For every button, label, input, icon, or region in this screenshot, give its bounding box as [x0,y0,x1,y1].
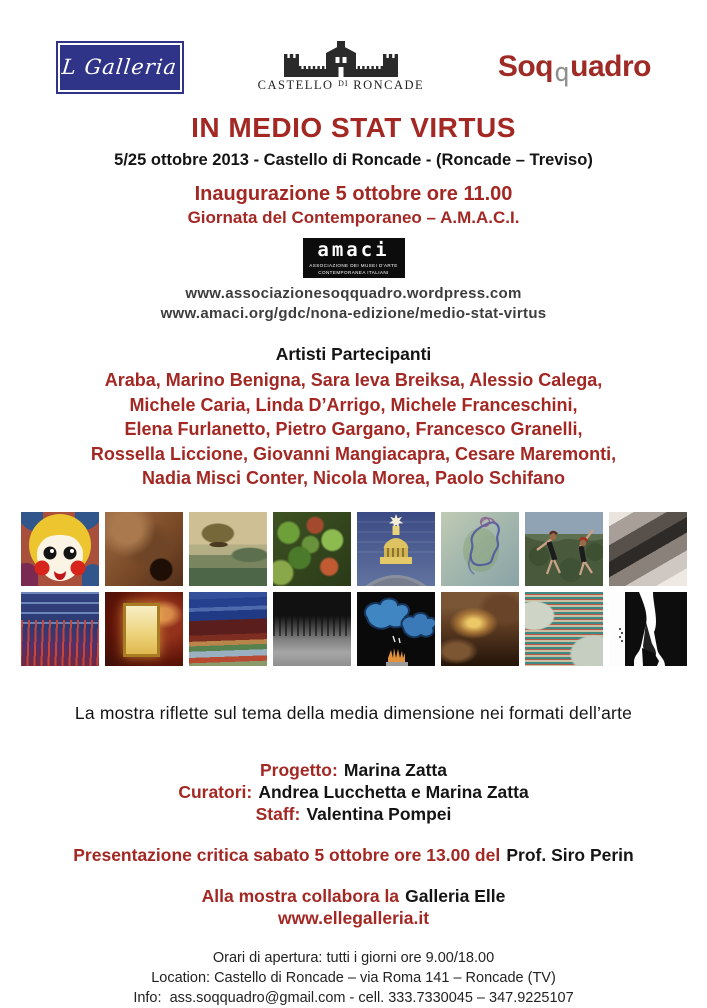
artwork-thumbnail-tree-landscape [189,512,267,586]
castello-di-roncade-logo [256,41,426,93]
soqquadro-logo: Soqquadro [497,50,651,88]
exhibition-theme-line: La mostra riflette sul tema della media dimensione nei formati dell’arte [74,702,633,723]
legs-high-heels-ink-drawing [609,592,687,666]
blue-figure-sketch [441,512,519,586]
inauguration-line: Inaugurazione 5 ottobre ore 11.00 [194,183,513,205]
amaci-logo [303,238,405,278]
credit-curatori [0,781,707,803]
artwork-thumbnail-matryoshka [21,512,99,586]
artwork-thumbnail-grid [21,512,687,666]
presentation-professor-name: Prof. Siro Perin [506,844,634,865]
footer-info [0,948,707,1008]
critical-presentation-line [0,845,707,866]
amaci-logo-word: amaci [317,238,390,261]
artwork-thumbnail-metal-blade [609,512,687,586]
opening-hours-line: Orari di apertura: tutti i giorni ore 9.00/18.00 [212,949,495,966]
two-dancers-photo [525,512,603,586]
credit-progetto [0,759,707,781]
contact-email-link[interactable]: ass.soqquadro@gmail.com [169,989,346,1006]
blue-clouds-hand-painting [357,592,435,666]
artwork-thumbnail-brown-rocks [105,512,183,586]
presentation-red-part: Presentazione critica sabato 5 ottobre ore 13.00 del [73,844,501,865]
artists-line-3: Elena Furlanetto, Pietro Gargano, Francesco Granelli, [124,419,583,439]
artwork-thumbnail-legs-drawing [609,592,687,666]
amaci-website-link[interactable]: www.amaci.org/gdc/nona-edizione/medio-stat-virtus [160,305,547,322]
castello-logo-text: CASTELLO $^{DI}$ RONCADE [257,78,425,92]
galleria-elle-logo [56,41,184,94]
giornata-line: Giornata del Contemporaneo – A.M.A.C.I. [187,208,520,227]
exhibition-dates: 5/25 ottobre 2013 - Castello di Roncade - (Roncade – Treviso) [114,151,593,169]
artists-line-2: Michele Caria, Linda D’Arrigo, Michele Franceschini, [129,394,578,415]
soqquadro-grey-q: q [553,58,570,88]
info-label: Info: [133,989,162,1006]
artists-line-5: Nadia Misci Conter, Nicola Morea, Paolo Schifano [141,468,566,488]
collab-red-part: Alla mostra collabora la [201,885,400,906]
artwork-thumbnail-dome [357,512,435,586]
galleria-elle-logo-text: L Galleria [61,55,179,79]
artwork-thumbnail-figure-sketch [441,512,519,586]
progetto-label: Progetto: [260,759,338,780]
progetto-value: Marina Zatta [343,759,447,780]
collab-gallery-name: Galleria Elle [405,885,506,906]
artists-heading: Artisti Partecipanti [275,344,432,364]
soqquadro-website-link[interactable]: www.associazionesoqquadro.wordpress.com [185,285,522,302]
basilica-dome-painting [357,512,435,586]
artwork-thumbnail-red-flames [21,592,99,666]
exhibition-title: IN MEDIO STAT VIRTUS [191,112,516,143]
ellegalleria-website-link[interactable]: www.ellegalleria.it [277,907,430,928]
artists-line-4: Rossella Liccione, Giovanni Mangiacapra, Cesare Maremonti, [90,443,617,464]
artwork-thumbnail-clouds-hand [357,592,435,666]
curatori-value: Andrea Lucchetta e Marina Zatta [258,781,529,802]
header-logos [0,0,707,96]
artwork-thumbnail-dancers [525,512,603,586]
contact-line [0,988,707,1008]
staff-value: Valentina Pompei [306,803,452,824]
credits-block [0,759,707,825]
artwork-thumbnail-leaves [273,512,351,586]
amaci-logo-caption-2: CONTEMPORANEA ITALIANI [318,270,389,275]
artwork-thumbnail-gray-texture [273,592,351,666]
artwork-thumbnail-golden-window [105,592,183,666]
curatori-label: Curatori: [178,781,253,802]
amaci-logo-caption-1: ASSOCIAZIONE DEI MUSEI D'ARTE [309,262,398,268]
staff-label: Staff: [255,803,301,824]
credit-staff [0,803,707,825]
artists-line-1: Araba, Marino Benigna, Sara Ieva Breiksa, Alessio Calega, [104,370,603,390]
collaboration-line [0,886,707,929]
castle-icon [278,41,404,77]
contact-phones: - cell. 333.7330045 – 347.9225107 [349,989,574,1006]
location-line: Location: Castello di Roncade – via Roma 141 – Roncade (TV) [151,969,556,986]
artwork-thumbnail-sunset-sky [441,592,519,666]
matryoshka-painting [21,512,99,586]
website-links [0,284,707,324]
artwork-thumbnail-striped-map [525,592,603,666]
artists-list [0,368,707,491]
artwork-thumbnail-stripe-abstract [189,592,267,666]
